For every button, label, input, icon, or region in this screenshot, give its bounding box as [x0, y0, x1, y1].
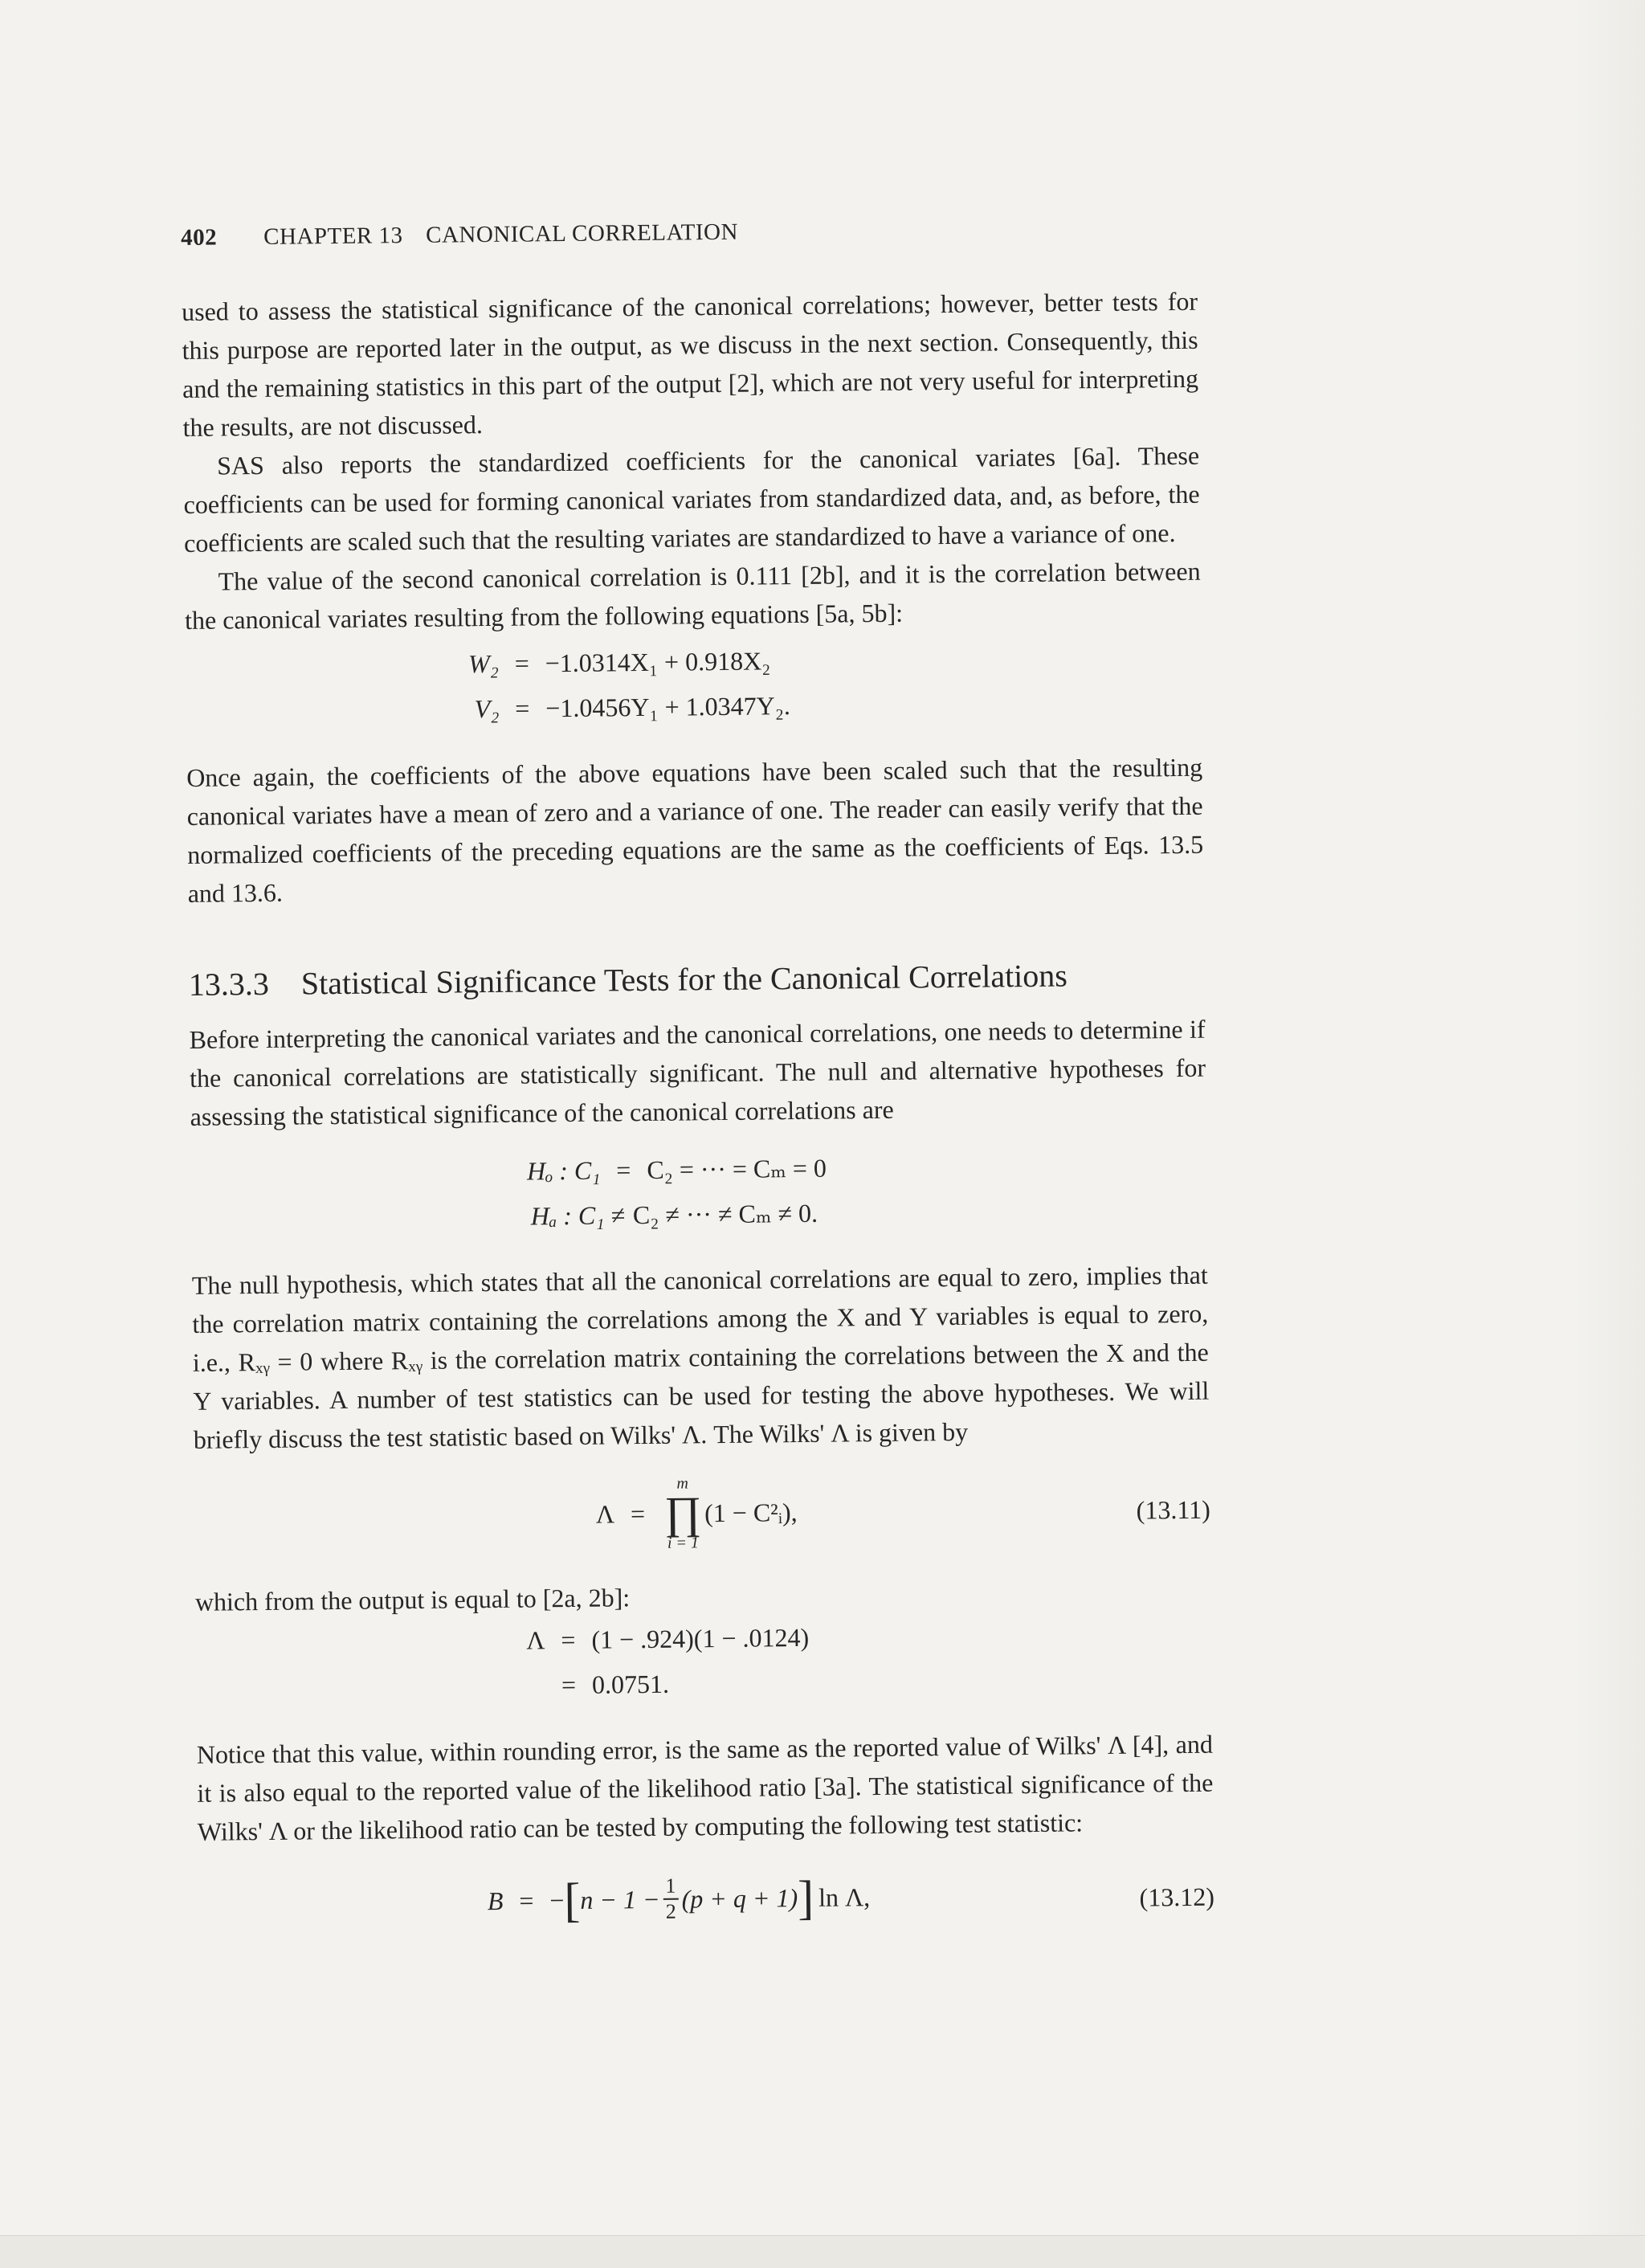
eq-13-12-post: (p + q + 1)	[681, 1883, 798, 1914]
section-title: Statistical Significance Tests for the Canonical Correlations	[300, 957, 1068, 1002]
book-page	[181, 215, 1214, 1944]
scan-edge	[1573, 0, 1645, 2268]
eq-13-11-lhs: Λ	[595, 1499, 615, 1529]
paragraph-5: Before interpreting the canonical variates and the canonical correlations, one needs to determine if the canonical correlations are statistically significant. The null and alternative hypotheses for assessing the statistical significance of the canonical correlations are	[189, 1014, 1206, 1131]
v2-lhs: V₂	[474, 693, 500, 724]
section-heading	[189, 954, 1205, 1006]
paragraph-8: Notice that this value, within rounding error, is the same as the reported value of Wilks' Λ [4], and it is also equal to the reported value of the likelihood ratio [3a]. The statistical significance of the Wilks' Λ or the likelihood ratio can be tested by computing the following test statistic:	[196, 1729, 1214, 1846]
fraction-one-half	[663, 1874, 679, 1924]
chapter-title: CANONICAL CORRELATION	[425, 219, 739, 248]
eq-13-12-minus: −	[549, 1886, 565, 1915]
section-number: 13.3.3	[188, 965, 270, 1003]
lambda-rhs-1: (1 − .924)(1 − .0124)	[591, 1622, 810, 1654]
ha-rhs: C₂ ≠ ··· ≠ Cₘ ≠ 0.	[632, 1198, 818, 1230]
h0-rhs: C₂ = ··· = Cₘ = 0	[647, 1153, 827, 1184]
page-number: 402	[181, 224, 218, 251]
chapter-label: CHAPTER 13	[263, 223, 403, 250]
product-symbol: ∏	[663, 1488, 702, 1539]
equation-13-12: B = − [ n − 1 − $\frac{1}{2}$ (p + q + 1) ] ln Λ, (13.12)	[487, 1870, 1215, 1927]
paragraph-2: SAS also reports the standardized coefficients for the canonical variates [6a]. These coefficients can be used for forming canonical variates from standardized data, and, as before, the coefficients are scaled such that the resulting variates are standardized to have a variance of one.	[183, 440, 1200, 558]
scan-bottom-edge	[0, 2235, 1645, 2268]
left-bracket: [	[564, 1873, 581, 1927]
eq-13-12-lhs: B	[487, 1886, 504, 1916]
paragraph-3: The value of the second canonical correlation is 0.111 [2b], and it is the correlation between the canonical variates resulting from the following equations [5a, 5b]:	[184, 556, 1201, 635]
equations-hypotheses: Hₒ : C₁ = C₂ = ··· = Cₘ = 0 Hₐ : C₁ ≠ C₂ ≠ ··· ≠ Cₘ ≠ 0.	[488, 1142, 1207, 1239]
ha-lhs: Hₐ : C₁ ≠	[530, 1200, 626, 1231]
eq-13-12-tail: ln Λ,	[818, 1882, 871, 1912]
lambda-rhs-2: 0.0751.	[591, 1669, 670, 1699]
lambda-lhs: Λ	[526, 1625, 545, 1655]
equation-13-11: Λ = m ∏ i = 1 (1 − C²ᵢ), (13.11)	[595, 1474, 1210, 1552]
fraction-denominator: 2	[665, 1899, 676, 1923]
paragraph-4: Once again, the coefficients of the above equations have been scaled such that the resulting canonical variates have a mean of zero and a variance of one. The reader can easily verify that the normalized coefficients of the preceding equations are the same as the coefficients of Eqs. 13.5 and 13.6.	[186, 752, 1204, 908]
paragraph-1: used to assess the statistical significance of the canonical correlations; however, better tests for this purpose are reported later in the output, as we discuss in the next section. Consequently, this and the remaining statistics in this part of the output [2], which are not very useful for interpreting the results, are not discussed.	[181, 286, 1199, 442]
h0-lhs: Hₒ : C₁	[526, 1155, 601, 1186]
eq-13-12-pre: n − 1 −	[580, 1884, 660, 1915]
right-bracket: ]	[797, 1870, 814, 1925]
fraction-numerator: 1	[663, 1874, 678, 1900]
equations-w2-v2: W₂ = −1.0314X₁ + 0.918X₂ V₂ = −1.0456Y₁ + 1.0347Y₂.	[450, 634, 1202, 732]
product-operator	[664, 1474, 702, 1551]
paragraph-6: The null hypothesis, which states that all the canonical correlations are equal to zero, implies that the correlation matrix containing the correlations among the X and Y variables is equal to zero, i.e., Rₓᵧ = 0 where Rₓᵧ is the correlation matrix containing the correlations between the X and the Y variables. A number of test statistics can be used for testing the above hypotheses. We will briefly discuss the test statistic based on Wilks' Λ. The Wilks' Λ is given by	[191, 1260, 1210, 1454]
v2-rhs: −1.0456Y₁ + 1.0347Y₂.	[545, 691, 791, 723]
eq-number-13-11: (13.11)	[1136, 1494, 1210, 1525]
eq-13-11-body: (1 − C²ᵢ),	[704, 1498, 798, 1528]
paragraph-7: which from the output is equal to [2a, 2b]:	[194, 1583, 631, 1616]
running-head	[181, 215, 1197, 260]
product-upper-limit: m	[676, 1474, 689, 1493]
w2-rhs: −1.0314X₁ + 0.918X₂	[545, 646, 771, 678]
w2-lhs: W₂	[467, 648, 499, 679]
eq-number-13-12: (13.12)	[1139, 1882, 1215, 1912]
equations-lambda-value: Λ = (1 − .924)(1 − .0124) = 0.0751.	[520, 1611, 1212, 1708]
product-lower-limit: i = 1	[667, 1534, 700, 1552]
